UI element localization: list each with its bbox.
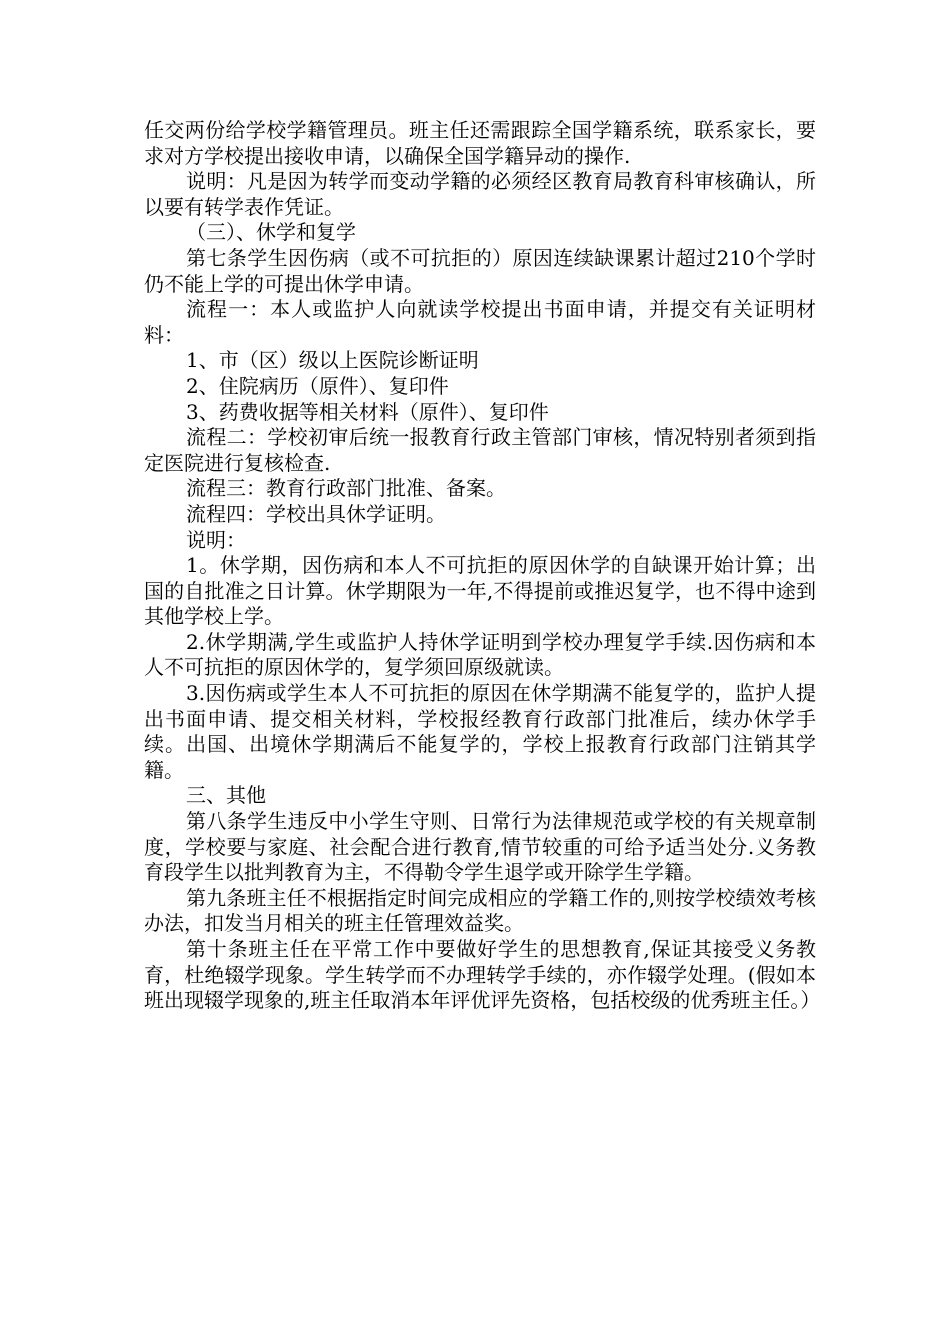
process-two: 流程二：学校初审后统一报教育行政主管部门审核，情况特别者须到指定医院进行复核检查. <box>144 425 816 475</box>
process-four: 流程四：学校出具休学证明。 <box>186 501 446 526</box>
note-heading: 说明： <box>186 527 246 552</box>
note-item-2: 2.休学期满,学生或监护人持休学证明到学校办理复学手续.因伤病和本人不可抗拒的原因休学的，复学须回原级就读。 <box>144 629 816 680</box>
article-nine: 第九条班主任不根据指定时间完成相应的学籍工作的,则按学校绩效考核办法，扣发当月相关的班主任管理效益奖。 <box>144 885 816 936</box>
material-item-1: 1、市（区）级以上医院诊断证明 <box>186 348 479 373</box>
process-three: 流程三：教育行政部门批准、备案。 <box>186 476 506 501</box>
paragraph-transfer-note: 说明：凡是因为转学而变动学籍的必须经区教育局教育科审核确认，所以要有转学表作凭证。 <box>144 169 816 219</box>
article-ten: 第十条班主任在平常工作中要做好学生的思想教育,保证其接受义务教育，杜绝辍学现象。学生转学而不办理转学手续的，亦作辍学处理。(假如本班出现辍学现象的,班主任取消本年评优评先资格，包括校级的优秀班主任。） <box>144 937 821 1013</box>
material-item-2: 2、住院病历（原件）、复印件 <box>186 373 449 398</box>
material-item-3: 3、药费收据等相关材料（原件）、复印件 <box>186 399 549 424</box>
section-heading-suspension: （三）、休学和复学 <box>186 220 356 245</box>
note-item-1: 1。休学期，因伤病和本人不可抗拒的原因休学的自缺课开始计算；出国的自批准之日计算。休学期限为一年,不得提前或推迟复学，也不得中途到其他学校上学。 <box>144 553 816 629</box>
process-one: 流程一：本人或监护人向就读学校提出书面申请，并提交有关证明材料： <box>144 297 816 347</box>
section-heading-other: 三、其他 <box>186 783 266 808</box>
note-item-3: 3.因伤病或学生本人不可抗拒的原因在休学期满不能复学的，监护人提出书面申请、提交相关材料，学校报经教育行政部门批准后，续办休学手续。出国、出境休学期满后不能复学的，学校上报教育行政部门注销其学籍。 <box>144 681 816 782</box>
paragraph-transfer-continued: 任交两份给学校学籍管理员。班主任还需跟踪全国学籍系统，联系家长，要求对方学校提出接收申请，以确保全国学籍异动的操作. <box>144 118 816 168</box>
article-eight: 第八条学生违反中小学生守则、日常行为法律规范或学校的有关规章制度，学校要与家庭、社会配合进行教育,情节较重的可给予适当处分.义务教育段学生以批判教育为主，不得勒令学生退学或开除学生学籍。 <box>144 809 816 885</box>
document-body <box>144 118 821 1014</box>
article-seven: 第七条学生因伤病（或不可抗拒的）原因连续缺课累计超过210个学时仍不能上学的可提出休学申请。 <box>144 245 816 296</box>
